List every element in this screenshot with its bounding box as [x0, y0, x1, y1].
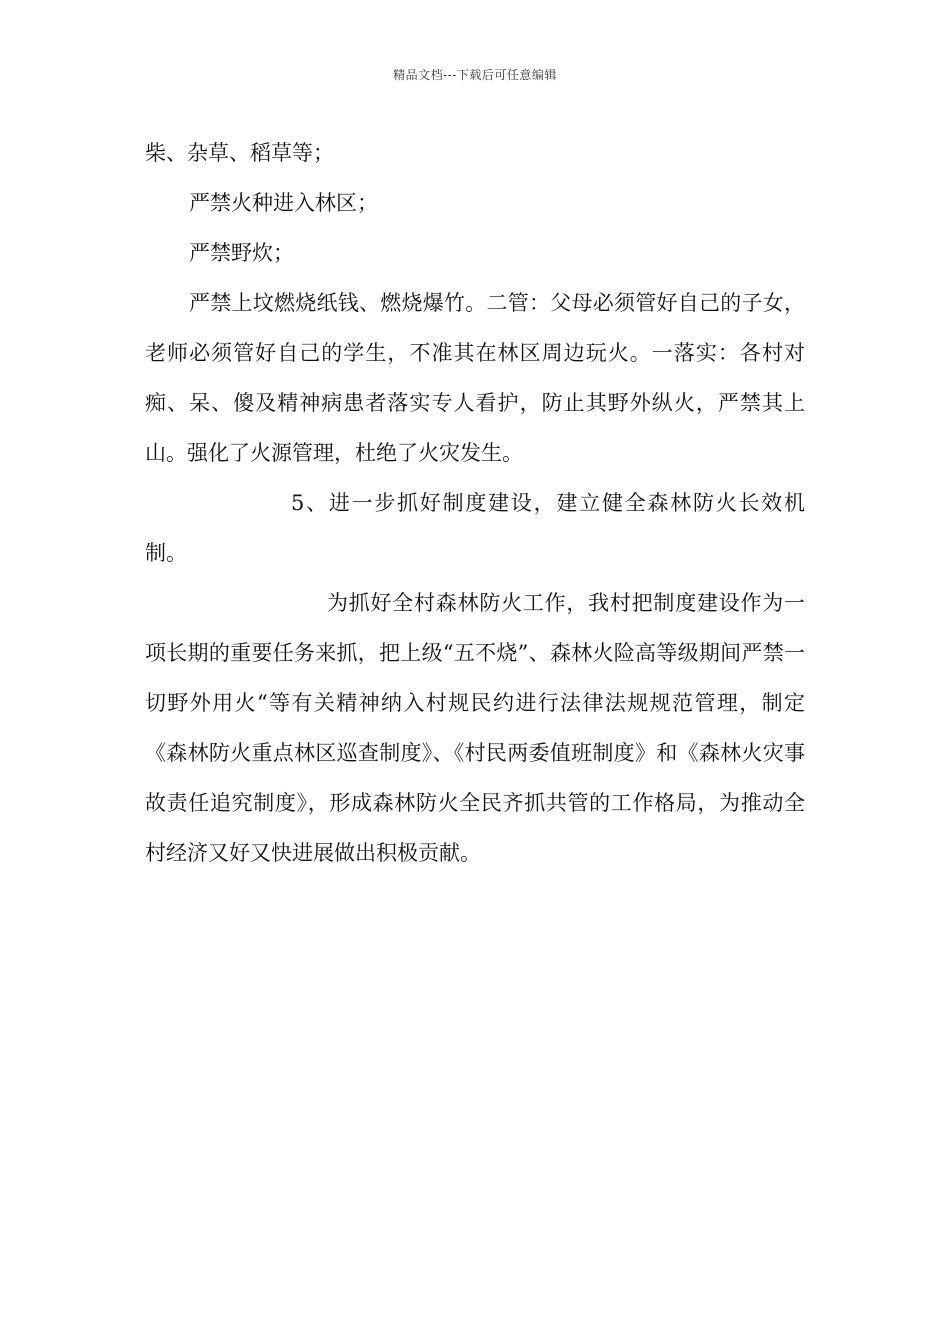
- paragraph-continuation: 柴、杂草、稻草等；: [145, 141, 334, 165]
- paragraph-no-picnic: 严禁野炊；: [189, 241, 294, 265]
- paragraph-no-fire-source: 严禁火种进入林区；: [189, 191, 378, 215]
- page-header: 精品文档---下载后可任意编辑: [393, 68, 557, 82]
- paragraph-no-burning: 严禁上坟燃烧纸钱、燃烧爆竹。二管：父母必须管好自己的子女，老师必须管好自己的学生，不准其在林区周边玩火。一落实：各村对痴、呆、傻及精神病患者落实专人看护，防止其野外纵火，严禁其上山。强化了火源管理，杜绝了火灾发生。: [145, 291, 805, 465]
- section-heading-5: 5、进一步抓好制度建设，建立健全森林防火长效机制。: [145, 491, 805, 565]
- paragraph-system-building: 为抓好全村森林防火工作，我村把制度建设作为一项长期的重要任务来抓，把上级“五不烧”、森林火险高等级期间严禁一切野外用火“等有关精神纳入村规民约进行法律法规规范管理，制定《森林防火重点林区巡查制度》、《村民两委值班制度》和《森林火灾事故责任追究制度》，形成森林防火全民齐抓共管的工作格局，为推动全村经济又好又快进展做出积极贡献。: [145, 591, 805, 865]
- document-body: [145, 128, 805, 878]
